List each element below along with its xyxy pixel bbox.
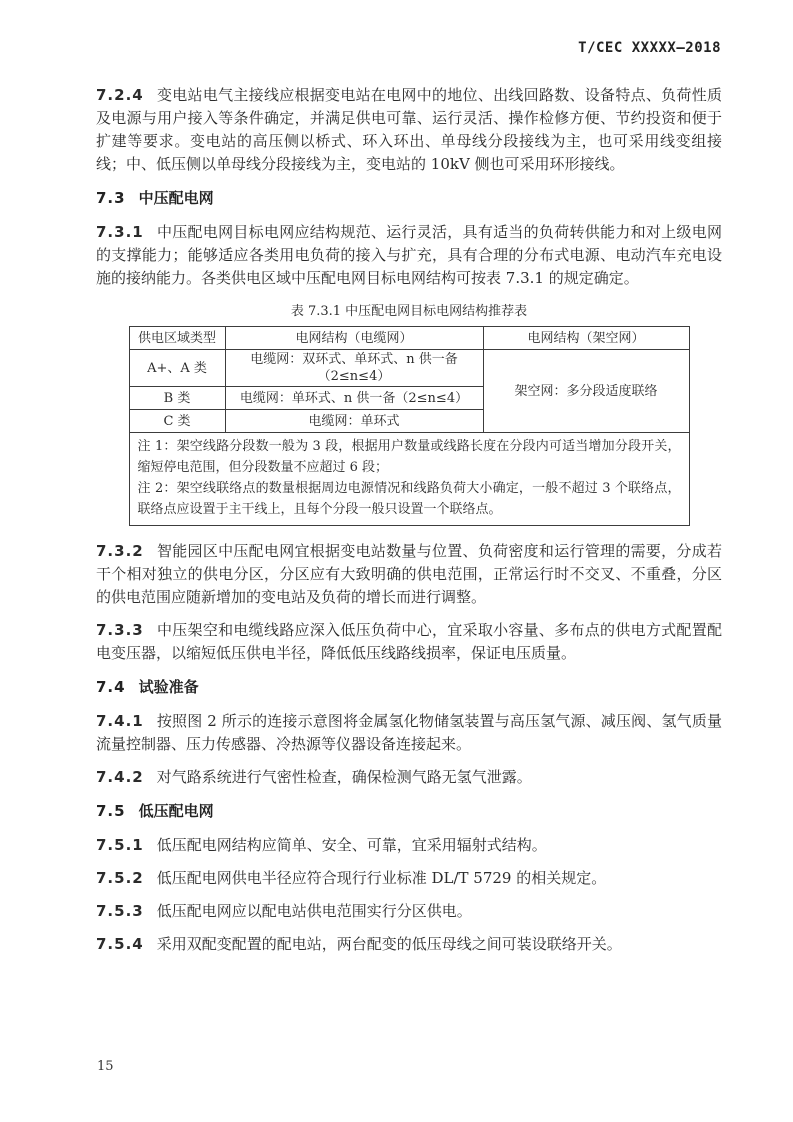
clause-7-4-2 <box>96 766 722 789</box>
page-content <box>96 84 722 966</box>
clause-7-5-2 <box>96 867 722 890</box>
clause-number: 7.3.2 <box>96 542 144 560</box>
clause-text: 变电站电气主接线应根据变电站在电网中的地位、出线回路数、设备特点、负荷性质及电源与用户接入等条件确定，并满足供电可靠、运行灵活、操作检修方便、节约投资和便于扩建等要求。变电站的高压侧以桥式、环入环出、单母线分段接线为主，也可采用线变组接线；中、低压侧以单母线分段接线为主，变电站的 10kV 侧也可采用环形接线。 <box>96 86 722 173</box>
clause-7-5-3 <box>96 900 722 923</box>
clause-7-3-2 <box>96 540 722 609</box>
clause-text: 智能园区中压配电网宜根据变电站数量与位置、负荷密度和运行管理的需要，分成若干个相对独立的供电分区，分区应有大致明确的供电范围，正常运行时不交叉、不重叠，分区的供电范围应随新增加的变电站及负荷的增长而进行调整。 <box>96 542 722 606</box>
grid-structure-table <box>129 326 690 526</box>
heading-number: 7.5 <box>96 802 126 820</box>
clause-number: 7.4.1 <box>96 712 144 730</box>
heading-title: 中压配电网 <box>138 189 214 207</box>
page-header <box>0 40 721 56</box>
table-note-1: 注 1：架空线路分段数一般为 3 段，根据用户数量或线路长度在分段内可适当增加分段开关，缩短停电范围，但分段数量不应超过 6 段； <box>137 439 681 475</box>
table-note-2: 注 2：架空线联络点的数量根据周边电源情况和线路负荷大小确定，一般不超过 3 个联络点，联络点应设置于主干线上，且每个分段一般只设置一个联络点。 <box>137 481 681 517</box>
overhead-cell: 架空网：多分段适度联络 <box>483 350 689 433</box>
clause-number: 7.5.3 <box>96 902 144 920</box>
clause-7-3-3 <box>96 619 722 665</box>
clause-text: 按照图 2 所示的连接示意图将金属氢化物储氢装置与高压氢气源、减压阀、氢气质量流量控制器、压力传感器、冷热源等仪器设备连接起来。 <box>96 712 722 753</box>
heading-number: 7.4 <box>96 678 126 696</box>
col-header-overhead: 电网结构（架空网） <box>483 327 689 350</box>
clause-number: 7.5.2 <box>96 869 144 887</box>
area-cell: B 类 <box>129 387 225 410</box>
clause-number: 7.4.2 <box>96 768 144 786</box>
clause-number: 7.3.1 <box>96 223 144 241</box>
doc-number: T/CEC XXXXX—2018 <box>578 40 721 56</box>
clause-text: 采用双配变配置的配电站，两台配变的低压母线之间可装设联络开关。 <box>156 935 622 953</box>
clause-text: 中压配电网目标电网应结构规范、运行灵活，具有适当的负荷转供能力和对上级电网的支撑能力；能够适应各类用电负荷的接入与扩充，具有合理的分布式电源、电动汽车充电设施的接纳能力。各类供电区域中压配电网目标电网结构可按表 7.3.1 的规定确定。 <box>96 223 722 287</box>
table-notes-row <box>129 433 689 526</box>
area-cell: A+、A 类 <box>129 350 225 387</box>
clause-7-2-4 <box>96 84 722 176</box>
heading-7-3 <box>96 187 722 210</box>
cable-cell: 电缆网：单环式、n 供一备（2≤n≤4） <box>225 387 483 410</box>
col-header-cable: 电网结构（电缆网） <box>225 327 483 350</box>
cable-cell: 电缆网：双环式、单环式、n 供一备（2≤n≤4） <box>225 350 483 387</box>
clause-7-4-1 <box>96 710 722 756</box>
clause-text: 低压配电网供电半径应符合现行行业标准 DL/T 5729 的相关规定。 <box>156 869 607 887</box>
heading-7-5 <box>96 800 722 823</box>
col-header-area: 供电区域类型 <box>129 327 225 350</box>
table-row <box>129 350 689 387</box>
clause-number: 7.2.4 <box>96 86 144 104</box>
page-number: 15 <box>97 1059 114 1074</box>
clause-text: 低压配电网应以配电站供电范围实行分区供电。 <box>156 902 472 920</box>
table-caption: 表 7.3.1 中压配电网目标电网结构推荐表 <box>290 304 528 319</box>
clause-text: 对气路系统进行气密性检查，确保检测气路无氢气泄露。 <box>156 768 532 786</box>
clause-number: 7.5.1 <box>96 836 144 854</box>
table-header-row <box>129 327 689 350</box>
clause-number: 7.5.4 <box>96 935 144 953</box>
heading-title: 试验准备 <box>138 678 199 696</box>
clause-text: 中压架空和电缆线路应深入低压负荷中心，宜采取小容量、多布点的供电方式配置配电变压器，以缩短低压供电半径，降低低压线路线损率，保证电压质量。 <box>96 621 722 662</box>
clause-text: 低压配电网结构应简单、安全、可靠，宜采用辐射式结构。 <box>156 836 547 854</box>
clause-7-3-1 <box>96 221 722 290</box>
clause-7-5-4 <box>96 933 722 956</box>
table-notes <box>129 433 689 526</box>
cable-cell: 电缆网：单环式 <box>225 410 483 433</box>
clause-7-5-1 <box>96 834 722 857</box>
heading-title: 低压配电网 <box>138 802 214 820</box>
table-7-3-1 <box>96 303 722 526</box>
area-cell: C 类 <box>129 410 225 433</box>
clause-number: 7.3.3 <box>96 621 144 639</box>
heading-number: 7.3 <box>96 189 126 207</box>
heading-7-4 <box>96 676 722 699</box>
